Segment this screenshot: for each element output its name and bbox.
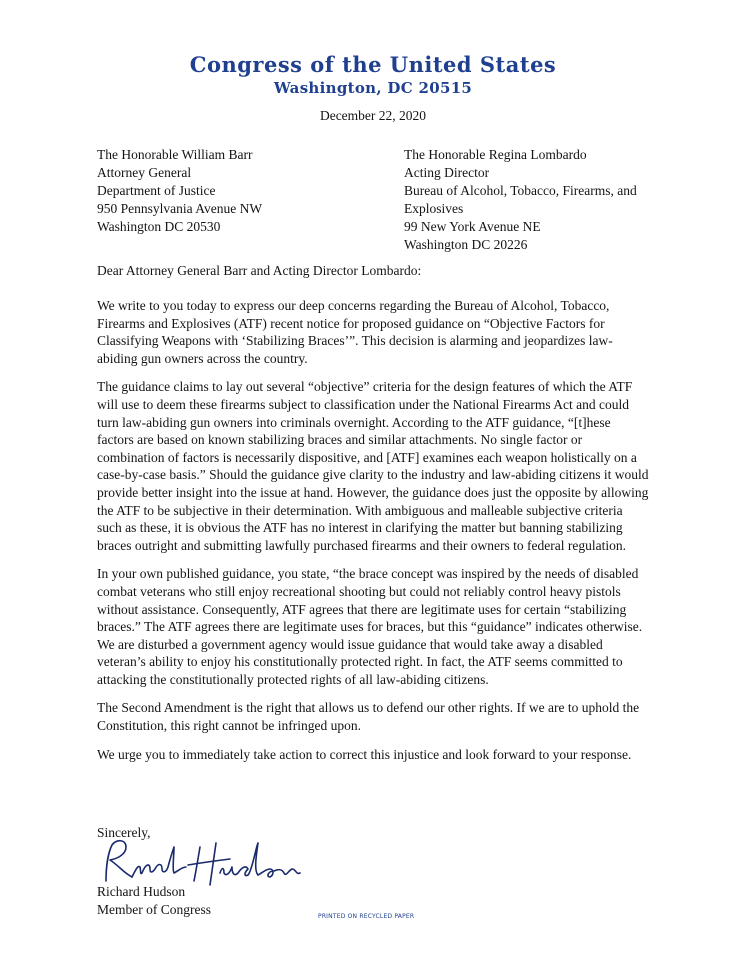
address-line: Explosives [404, 201, 464, 216]
address-line: 950 Pennsylvania Avenue NW [97, 201, 263, 216]
body-paragraph: We urge you to immediately take action to correct this injustice and look forward to your response. [97, 746, 632, 762]
letter-body [97, 297, 649, 774]
body-paragraph: In your own published guidance, you state, “the brace concept was inspired by the needs of disabled combat veterans who still enjoy recreational shooting but could not reliably control heavy pistols without assistance. Consequently, ATF agrees that there are legitimate uses for certain “stabilizing braces.” The ATF agrees there are legitimate uses for braces, but this “guidance” indicates otherwise. We are disturbed a government agency would issue guidance that would take away a disabled veteran’s ability to enjoy his constitutionally protected right. In fact, the ATF seems committed to attacking the constitutionally protected rights of all law-abiding citizens. [97, 566, 643, 687]
address-line: Washington DC 20226 [404, 237, 528, 252]
body-paragraph: We write to you today to express our deep concerns regarding the Bureau of Alcohol, Tobacco, Firearms and Explosives (ATF) recent notice for proposed guidance on “Objective Factors for Classifying Weapons with ‘Stabilizing Braces’”. This decision is alarming and jeopardizes law-abiding gun owners across the country. [97, 298, 613, 366]
letterhead [0, 52, 746, 98]
recipient-address-left [97, 146, 377, 236]
recycled-paper-note: PRINTED ON RECYCLED PAPER [318, 913, 415, 920]
address-line: 99 New York Avenue NE [404, 219, 541, 234]
closing: Sincerely, [97, 825, 151, 840]
signer-title: Member of Congress [97, 902, 211, 917]
signer-block [97, 883, 211, 919]
recipient-address-right [404, 146, 704, 254]
letter-date: December 22, 2020 [319, 108, 427, 123]
address-line: Bureau of Alcohol, Tobacco, Firearms, and [404, 183, 637, 198]
address-line: The Honorable William Barr [97, 147, 253, 162]
address-line: The Honorable Regina Lombardo [404, 147, 587, 162]
address-line: Attorney General [97, 165, 192, 180]
letterhead-city: Washington, DC 20515 [273, 79, 473, 97]
address-line: Acting Director [404, 165, 490, 180]
letterhead-title: Congress of the United States [189, 52, 557, 77]
salutation: Dear Attorney General Barr and Acting Director Lombardo: [97, 263, 422, 278]
address-line: Washington DC 20530 [97, 219, 221, 234]
body-paragraph: The Second Amendment is the right that allows us to defend our other rights. If we are to uphold the Constitution, this right cannot be infringed upon. [97, 700, 640, 734]
address-line: Department of Justice [97, 183, 216, 198]
signer-name: Richard Hudson [97, 884, 186, 899]
body-paragraph: The guidance claims to lay out several “objective” criteria for the design features of which the ATF will use to deem these firearms subject to classification under the National Firearms Act and could turn law-abiding gun owners into criminals overnight. According to the ATF guidance, “[t]hese factors are based on known stabilizing braces and similar attachments. No single factor or combination of factors is necessarily dispositive, and [ATF] examines each weapon holistically on a case-by-case basis.” Should the guidance give clarity to the industry and law-abiding citizens it would provide better insight into the issue at hand. However, the guidance does just the opposite by allowing the ATF to be subjective in their determination. With ambiguous and malleable subjective criteria such as these, it is obvious the ATF has no interest in clarifying the matter but banning stabilizing braces outright and submitting lawfully purchased firearms and their owners to federal regulation. [97, 379, 649, 553]
